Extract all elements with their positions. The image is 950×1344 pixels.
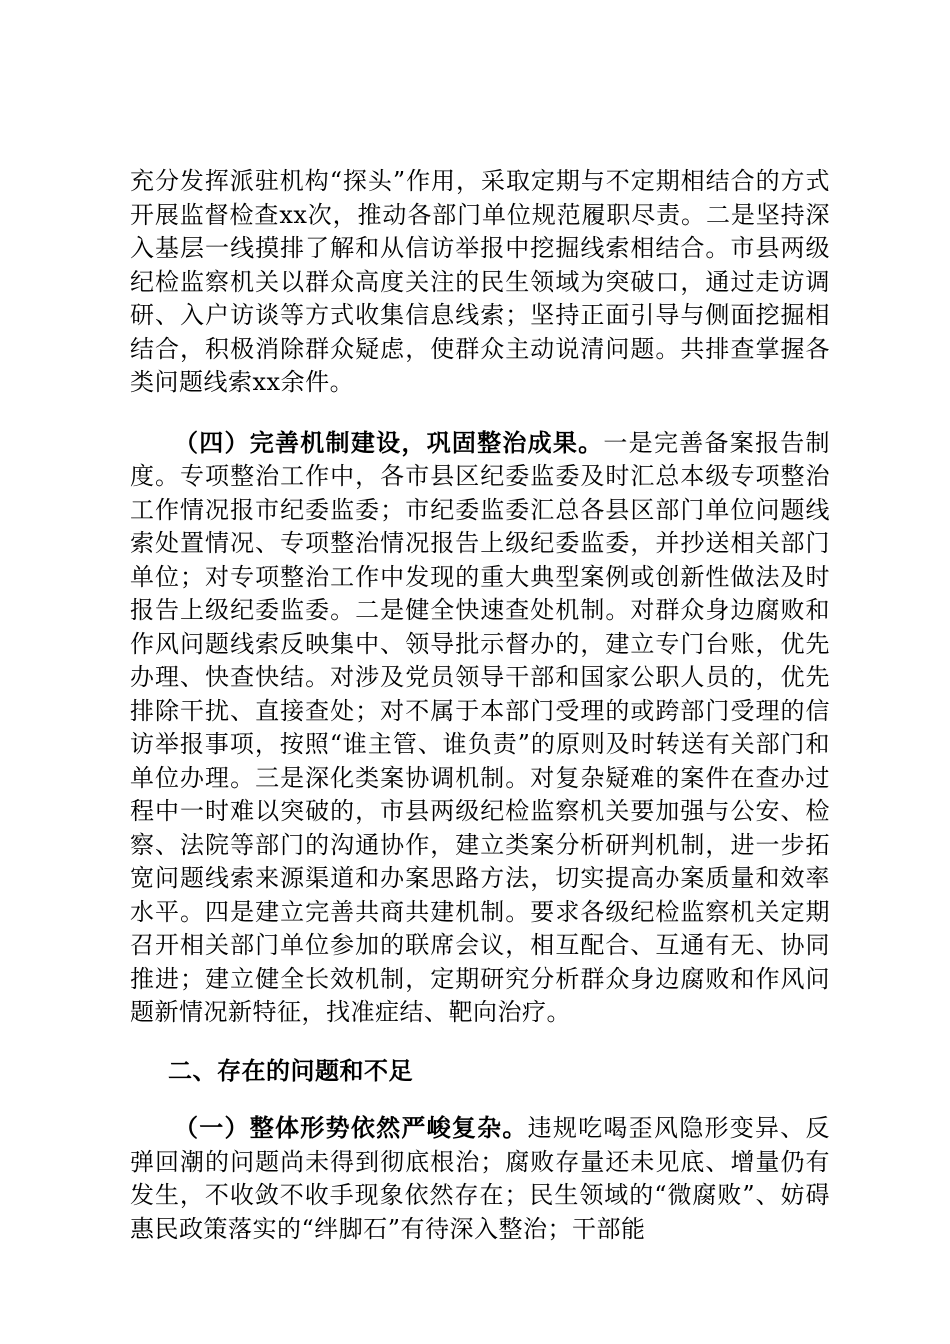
paragraph-overall-situation xyxy=(130,1111,830,1246)
paragraph-monitoring-continuation: 充分发挥派驻机构“探头”作用，采取定期与不定期相结合的方式开展监督检查xx次，推动各部门单位规范履职尽责。二是坚持深入基层一线摸排了解和从信访举报中挖掘线索相结合。市县两级纪检监察机关以群众高度关注的民生领域为突破口，通过走访调研、入户访谈等方式收集信息线索；坚持正面引导与侧面挖掘相结合，积极消除群众疑虑，使群众主动说清问题。共排查掌握各类问题线索xx余件。 xyxy=(130,167,830,396)
paragraph-spacer xyxy=(130,400,830,426)
paragraph-body: 一是完善备案报告制度。专项整治工作中，各市县区纪委监委及时汇总本级专项整治工作情况报市纪委监委；市纪委监委汇总各县区部门单位问题线索处置情况、专项整治情况报告上级纪委监委，并抄送相关部门单位；对专项整治工作中发现的重大典型案例或创新性做法及时报告上级纪委监委。二是健全快速查处机制。对群众身边腐败和作风问题线索反映集中、领导批示督办的，建立专门台账，优先办理、快查快结。对涉及党员领导干部和国家公职人员的，优先排除干扰、直接查处；对不属于本部门受理的或跨部门受理的信访举报事项，按照“谁主管、谁负责”的原则及时转送有关部门和单位办理。三是深化类案协调机制。对复杂疑难的案件在查办过程中一时难以突破的，市县两级纪检监察机关要加强与公安、检察、法院等部门的沟通协作，建立类案分析研判机制，进一步拓宽问题线索来源渠道和办案思路方法，切实提高办案质量和效率水平。四是建立完善共商共建机制。要求各级纪检监察机关定期召开相关部门单位参加的联席会议，相互配合、互通有无、协同推进；建立健全长效机制，定期研究分析群众身边腐败和作风问题新情况新特征，找准症结、靶向治疗。 xyxy=(130,428,831,1026)
section-heading: 二、存在的问题和不足 xyxy=(168,1055,413,1085)
document-page xyxy=(130,165,830,1246)
paragraph-body: 违规吃喝歪风隐形变异、反弹回潮的问题尚未得到彻底根治；腐败存量还未见底、增量仍有发生，不收敛不收手现象依然存在；民生领域的“微腐败”、妨碍惠民政策落实的“绊脚石”有待深入整治；干部能 xyxy=(130,1114,830,1243)
paragraph-title: （四）完善机制建设，巩固整治成果。 xyxy=(174,427,604,457)
paragraph-title: （一）整体形势依然严峻复杂。 xyxy=(174,1113,528,1142)
paragraph-spacer xyxy=(130,1087,830,1111)
paragraph-spacer xyxy=(130,1030,830,1054)
paragraph-mechanism-building xyxy=(130,426,830,1030)
